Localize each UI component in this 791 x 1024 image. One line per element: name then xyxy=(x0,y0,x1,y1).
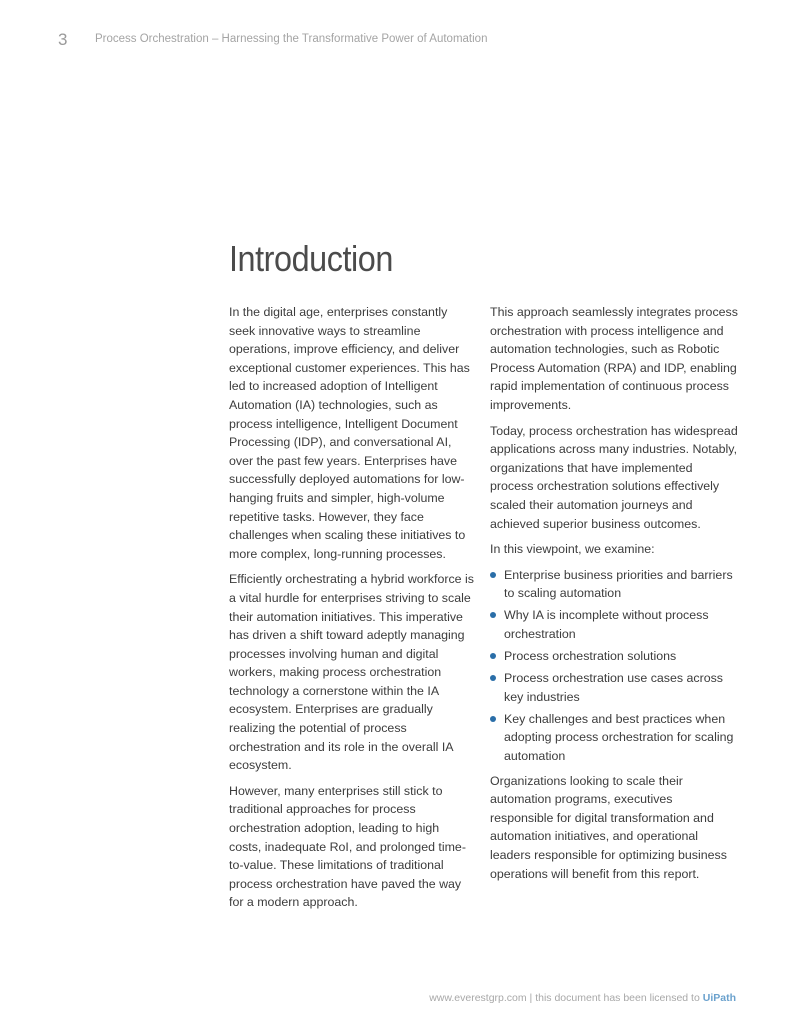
footer-separator: | xyxy=(526,992,536,1004)
paragraph: This approach seamlessly integrates process orchestration with process intelligence and automation technologies, such as Robotic Process Automation (RPA) and IDP, enabling rapid implementation of continuous process improvements. xyxy=(490,305,738,412)
bullet-icon xyxy=(490,612,496,618)
bullet-icon xyxy=(490,675,496,681)
footer-site-link[interactable]: www.everestgrp.com xyxy=(429,992,527,1004)
list-item xyxy=(490,669,738,706)
closing-paragraph: Organizations looking to scale their automation programs, executives responsible for digital transformation and automation initiatives, and operational leaders responsible for optimizing business operations will benefit from this report. xyxy=(490,773,727,881)
list-item-text: Process orchestration solutions xyxy=(504,649,677,664)
section-title: Introduction xyxy=(229,238,393,279)
paragraph: Efficiently orchestrating a hybrid workforce is a vital hurdle for enterprises striving to scale their automation initiatives. This imperative has driven a shift toward adeptly managing processes involving human and digital workers, making process orchestration technology a cornerstone within the IA ecosystem. Enterprises are gradually realizing the potential of process orchestration and its role in the overall IA ecosystem. xyxy=(229,572,474,773)
paragraph: Today, process orchestration has widespread applications across many industries. Notably, organizations that have implemented process orchestration solutions effectively scaled their automation journeys and achieved superior business outcomes. xyxy=(490,423,738,531)
right-column xyxy=(490,303,738,890)
list-item-text: Key challenges and best practices when adopting process orchestration for scaling automation xyxy=(504,711,734,764)
footer xyxy=(429,992,736,1004)
page-number: 3 xyxy=(58,30,68,49)
bullet-icon xyxy=(490,716,496,722)
list-item xyxy=(490,606,738,643)
paragraph: In the digital age, enterprises constantly seek innovative ways to streamline operations, improve efficiency, and deliver exceptional customer experiences. This has led to increased adoption of Intelligent Automation (IA) technologies, such as process intelligence, Intelligent Document Processing (IDP), and conversational AI, over the past few years. Enterprises have successfully deployed automations for low-hanging fruits and simpler, high-volume repetitive tasks. However, they face challenges when scaling these initiatives to more complex, long-running processes. xyxy=(229,305,470,561)
paragraph: In this viewpoint, we examine: xyxy=(490,542,655,557)
footer-licensee: UiPath xyxy=(702,992,736,1004)
running-title: Process Orchestration – Harnessing the Transformative Power of Automation xyxy=(95,33,488,45)
list-item xyxy=(490,647,738,666)
footer-license-text: this document has been licensed to xyxy=(535,992,703,1004)
bullet-icon xyxy=(490,653,496,659)
list-item xyxy=(490,710,738,766)
paragraph: However, many enterprises still stick to traditional approaches for process orchestration adoption, leading to high costs, inadequate RoI, and prolonged time-to-value. These limitations of traditional process orchestration have paved the way for a modern approach. xyxy=(229,783,466,910)
topics-list xyxy=(490,566,738,766)
list-item xyxy=(490,566,738,603)
list-item-text: Why IA is incomplete without process orchestration xyxy=(504,608,709,641)
list-item-text: Enterprise business priorities and barriers to scaling automation xyxy=(504,567,733,601)
bullet-icon xyxy=(490,572,496,578)
left-column xyxy=(229,303,474,919)
list-item-text: Process orchestration use cases across key industries xyxy=(504,671,723,704)
